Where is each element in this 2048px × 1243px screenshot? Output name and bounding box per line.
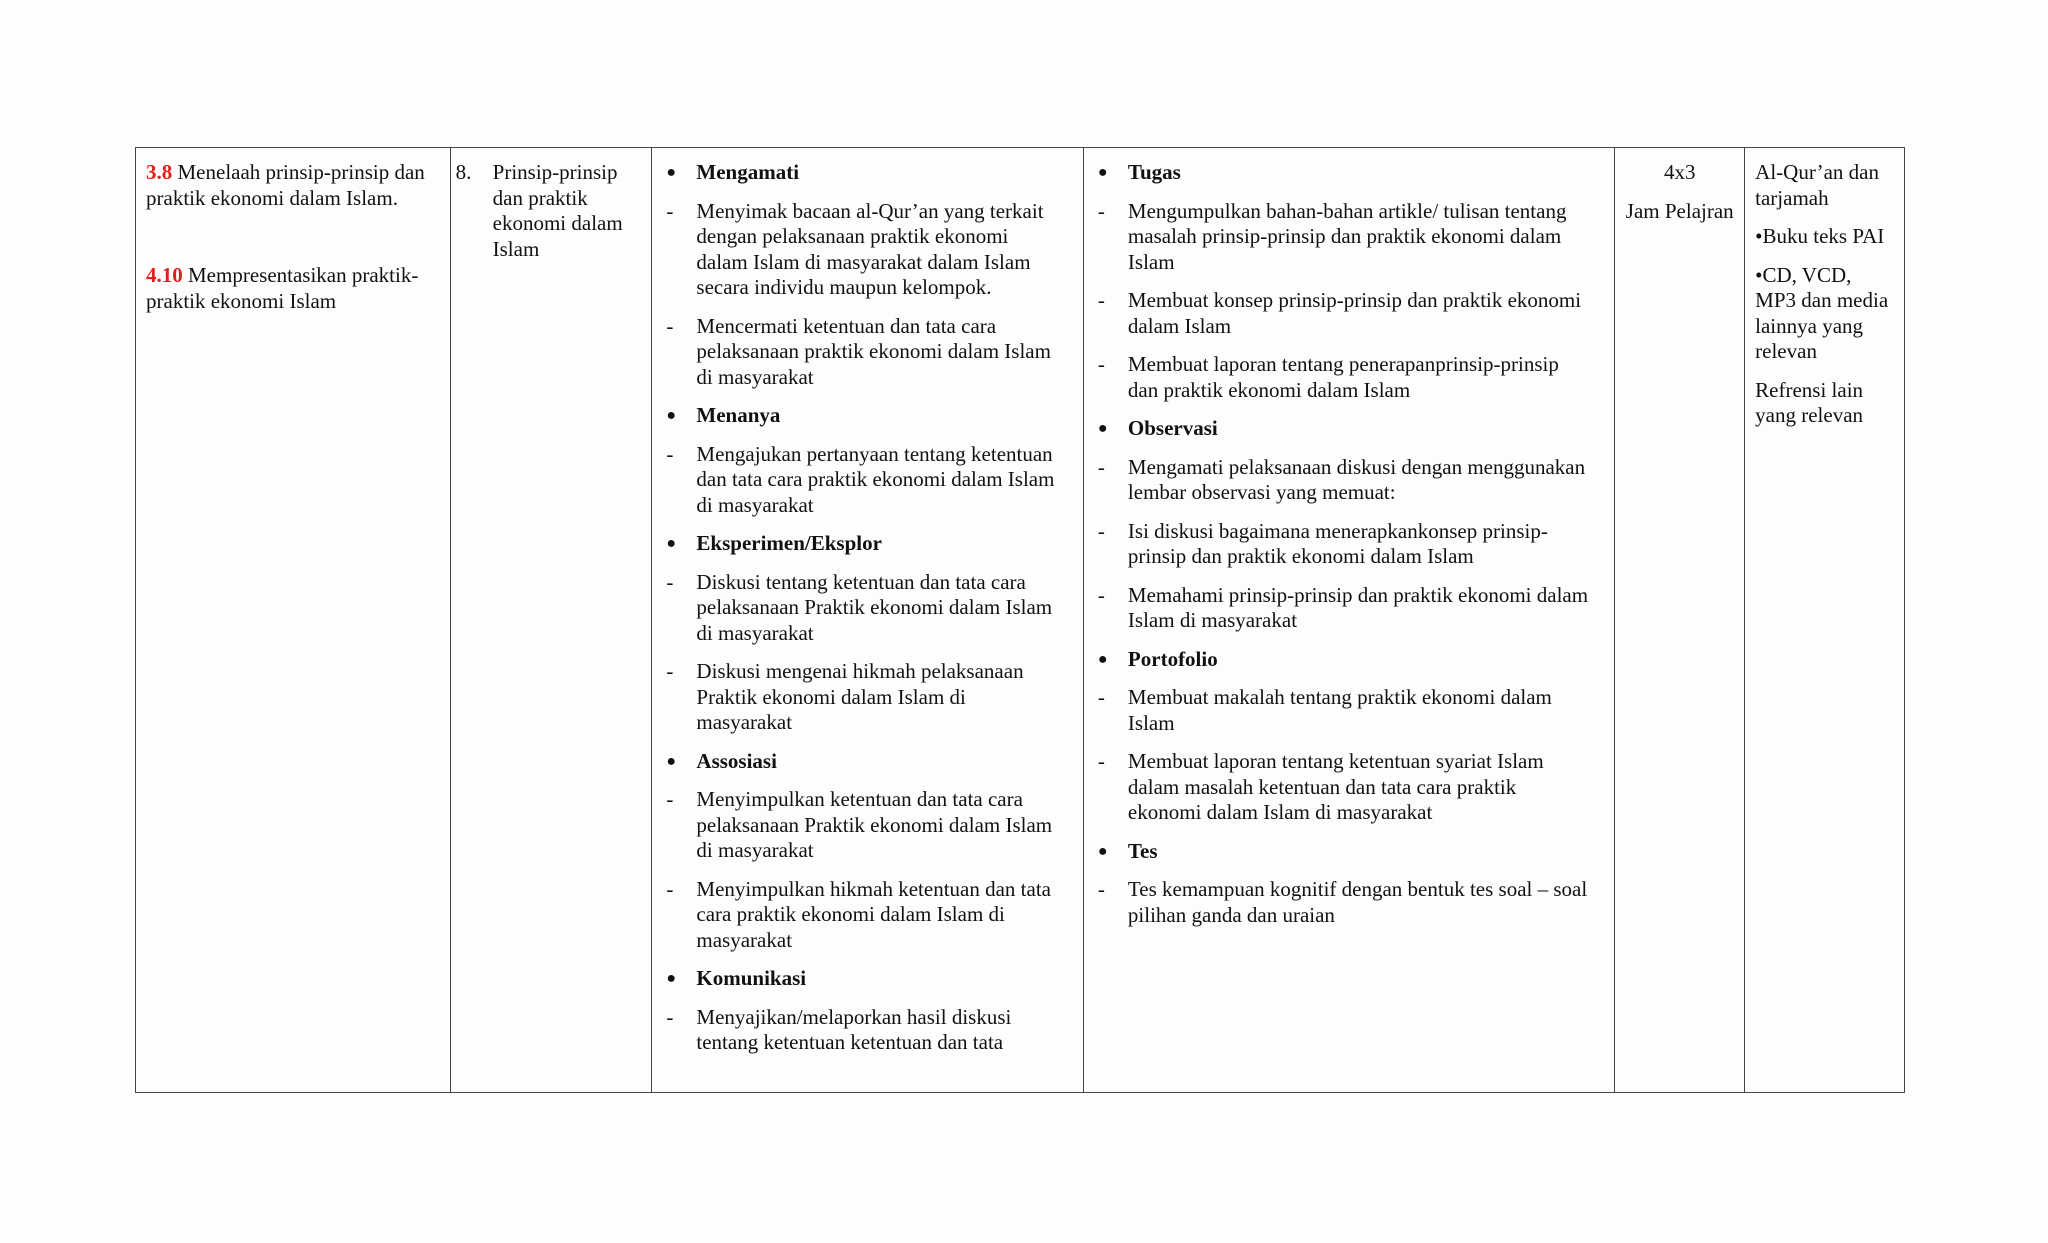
list-item: - Menyajikan/melaporkan hasil diskusi tentang ketentuan ketentuan dan tata: [666, 1004, 1012, 1054]
dash-icon: -: [666, 659, 674, 683]
list-item: - Isi diskusi bagaimana menerapkankonsep prinsip-prinsip dan praktik ekonomi dalam Islam: [1097, 518, 1548, 568]
dash-icon: -: [666, 313, 674, 338]
kd-item: [146, 160, 440, 211]
section-heading: ● Eksperimen/Eksplor: [666, 531, 882, 555]
dash-icon: -: [666, 787, 674, 811]
bullet-icon: ●: [666, 535, 677, 552]
bullet-icon: ●: [666, 752, 677, 770]
list-item: - Mengumpulkan bahan-bahan artikle/ tulisan tentang masalah prinsip-prinsip dan praktik ekonomi dalam Islam: [1097, 198, 1567, 274]
bullet-icon: ●: [666, 164, 677, 181]
kompetensi-dasar-cell: [136, 148, 451, 1092]
source-item: Al-Qur’an dan tarjamah: [1755, 160, 1879, 210]
list-item: - Membuat laporan tentang ketentuan syariat Islam dalam masalah ketentuan dan tata cara praktik ekonomi dalam Islam di masyarakat: [1097, 749, 1544, 824]
dash-icon: -: [666, 198, 674, 223]
list-item: - Membuat makalah tentang praktik ekonomi dalam Islam: [1097, 685, 1552, 735]
section-heading: ● Tes: [1097, 838, 1158, 863]
pembelajaran-cell: [652, 148, 1084, 1092]
kd-item: [146, 263, 440, 314]
dash-icon: -: [1097, 198, 1105, 223]
list-item: - Mengajukan pertanyaan tentang ketentuan dan tata cara praktik ekonomi dalam Islam di masyarakat: [666, 441, 1055, 517]
section-heading: ● Tugas: [1097, 160, 1181, 184]
dash-icon: -: [1097, 352, 1105, 376]
syllabus-table: [135, 147, 1905, 1093]
section-heading: ● Observasi: [1097, 416, 1218, 440]
list-item: - Membuat laporan tentang penerapanprinsip-prinsip dan praktik ekonomi dalam Islam: [1097, 352, 1559, 402]
section-heading: ● Mengamati: [666, 160, 800, 184]
dash-icon: -: [666, 876, 674, 901]
dash-icon: -: [1097, 288, 1105, 312]
time-value: 4x3: [1663, 160, 1696, 184]
dash-icon: -: [1097, 518, 1105, 543]
bullet-icon: ●: [1097, 420, 1108, 437]
list-item: - Menyimak bacaan al-Qur’an yang terkait dengan pelaksanaan praktik ekonomi dalam Islam di masyarakat dalam Islam secara individu maupun kelompok.: [666, 198, 1044, 299]
bullet-icon: ●: [1097, 650, 1108, 668]
section-heading: ● Komunikasi: [666, 966, 807, 990]
penilaian-cell: [1084, 148, 1615, 1092]
kd-code: 3.8: [146, 160, 173, 184]
bullet-icon: ●: [666, 407, 677, 424]
list-item: - Menyimpulkan hikmah ketentuan dan tata cara praktik ekonomi dalam Islam di masyarakat: [666, 876, 1051, 952]
dash-icon: -: [1097, 877, 1105, 901]
section-heading: ● Assosiasi: [666, 748, 777, 773]
dash-icon: -: [666, 569, 674, 594]
source-item: •CD, VCD, MP3 dan media lainnya yang relevan: [1755, 262, 1889, 363]
section-heading: ● Menanya: [666, 403, 781, 427]
materi-pokok-cell: [451, 148, 653, 1092]
source-item: •Buku teks PAI: [1755, 224, 1885, 248]
sumber-belajar-cell: [1745, 148, 1904, 1092]
bullet-icon: ●: [666, 970, 677, 987]
list-item: - Tes kemampuan kognitif dengan bentuk tes soal – soal pilihan ganda dan uraian: [1097, 877, 1588, 927]
dash-icon: -: [1097, 582, 1105, 607]
list-item: - Membuat konsep prinsip-prinsip dan praktik ekonomi dalam Islam: [1097, 288, 1582, 338]
source-item: Refrensi lain yang relevan: [1755, 377, 1864, 427]
kd-text: Mempresentasikan praktik-praktik ekonomi Islam: [146, 263, 419, 313]
list-item: - Mengamati pelaksanaan diskusi dengan menggunakan lembar observasi yang memuat:: [1097, 454, 1586, 504]
dash-icon: -: [666, 1004, 674, 1029]
dash-icon: -: [666, 441, 674, 466]
bullet-icon: ●: [1097, 842, 1108, 860]
list-item: - Diskusi tentang ketentuan dan tata cara pelaksanaan Praktik ekonomi dalam Islam di masyarakat: [666, 569, 1053, 645]
kd-code: 4.10: [146, 263, 183, 287]
list-item: - Mencermati ketentuan dan tata cara pelaksanaan praktik ekonomi dalam Islam di masyarakat: [666, 313, 1051, 389]
kd-text: Menelaah prinsip-prinsip dan praktik ekonomi dalam Islam.: [146, 160, 425, 210]
dash-icon: -: [1097, 749, 1105, 773]
section-heading: ● Portofolio: [1097, 646, 1218, 671]
list-item: - Diskusi mengenai hikmah pelaksanaan Praktik ekonomi dalam Islam di masyarakat: [666, 659, 1024, 734]
list-item: - Memahami prinsip-prinsip dan praktik ekonomi dalam Islam di masyarakat: [1097, 582, 1589, 632]
materi-text: Prinsip-prinsip dan praktik ekonomi dalam Islam: [492, 160, 623, 261]
bullet-icon: ●: [1097, 164, 1108, 181]
list-item: - Menyimpulkan ketentuan dan tata cara pelaksanaan Praktik ekonomi dalam Islam di masyarakat: [666, 787, 1053, 862]
time-unit: Jam Pelajran: [1625, 198, 1734, 223]
dash-icon: -: [1097, 454, 1105, 479]
materi-number: 8.: [455, 160, 472, 184]
alokasi-waktu-cell: [1615, 148, 1745, 1092]
materi-item: [456, 160, 644, 262]
dash-icon: -: [1097, 685, 1105, 709]
